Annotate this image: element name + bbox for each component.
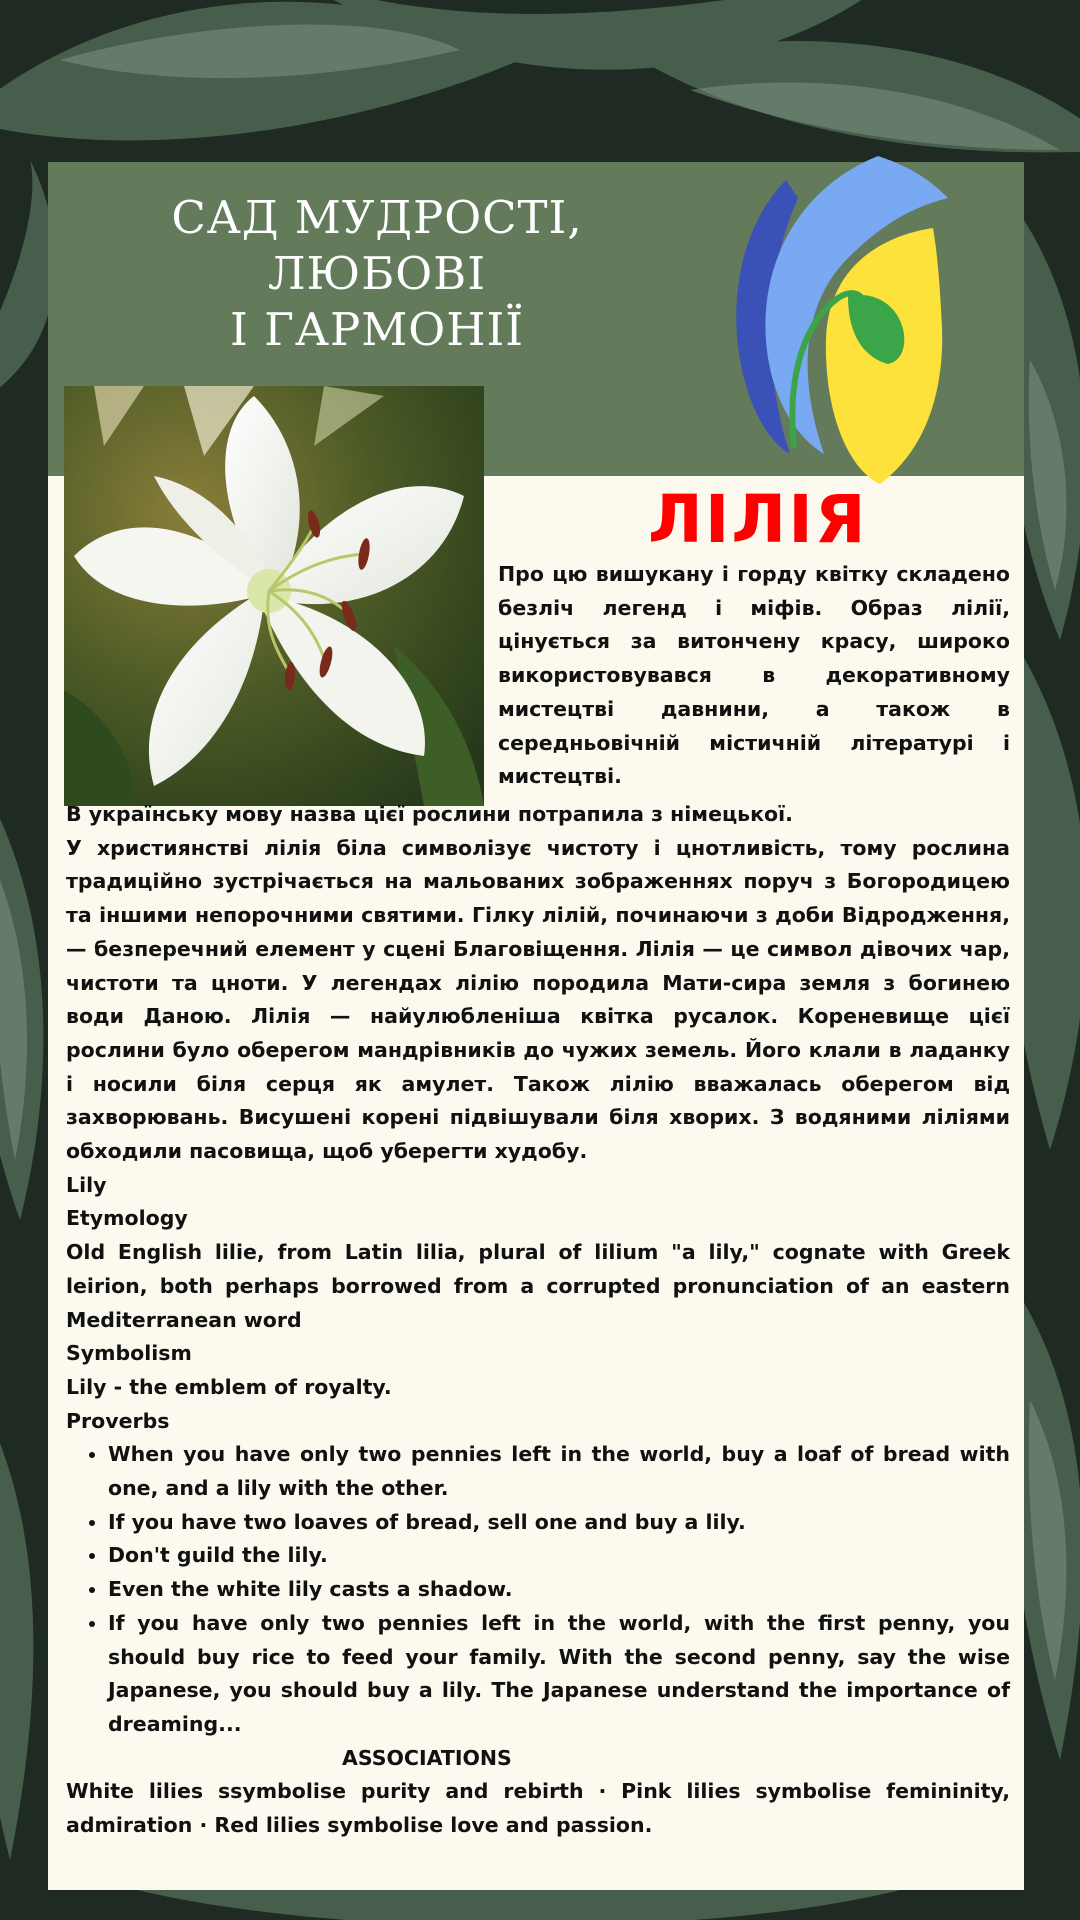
origin-sentence: В українську мову назва цієї рослини потрапила з німецької. bbox=[66, 802, 793, 826]
etymology-text: Old English lilie, from Latin lilia, plural of lilium "a lily," cognate with Greek leirion, both perhaps borrowed from a corrupted pronunciation of an eastern Mediterranean word bbox=[66, 1240, 1010, 1332]
symbolism-text: Lily - the emblem of royalty. bbox=[66, 1374, 392, 1399]
title-line: І ГАРМОНІЇ bbox=[230, 303, 524, 356]
title-line: САД МУДРОСТІ, bbox=[171, 191, 583, 244]
proverb-item: • Even the white lily casts a shadow. bbox=[108, 1573, 1010, 1607]
page-title bbox=[136, 190, 618, 358]
proverbs-heading: Proverbs bbox=[66, 1408, 170, 1433]
intro-paragraph: Про цю вишукану і горду квітку складено безліч легенд і міфів. Образ лілії, цінується за витончену красу, широко використовувався в декоративному мистецтві давнини, а також в середньовічній містичній літературі і мистецтві. bbox=[498, 562, 1010, 789]
proverb-item: • If you have only two pennies left in the world, with the first penny, you should buy rice to feed your family. With the second penny, say the wise Japanese, you should buy a lily. The Japanese understand the importance of dreaming... bbox=[108, 1607, 1010, 1742]
title-line: ЛЮБОВІ bbox=[267, 247, 487, 300]
etymology-heading: Etymology bbox=[66, 1206, 188, 1231]
garden-logo bbox=[728, 148, 948, 484]
proverb-item: • When you have only two pennies left in the world, buy a loaf of bread with one, and a lily with the other. bbox=[108, 1438, 1010, 1505]
proverb-item: • If you have two loaves of bread, sell one and buy a lily. bbox=[108, 1506, 1010, 1540]
article-body bbox=[66, 798, 1010, 1843]
english-word: Lily bbox=[66, 1172, 107, 1197]
symbolism-heading: Symbolism bbox=[66, 1341, 192, 1366]
associations-text: White lilies ssymbolise purity and rebirth · Pink lilies symbolise femininity, admiration · Red lilies symbolise love and passion. bbox=[66, 1779, 1010, 1838]
associations-heading: ASSOCIATIONS bbox=[342, 1745, 512, 1770]
proverbs-list bbox=[66, 1438, 1010, 1741]
lily-photo bbox=[64, 386, 484, 806]
proverb-item: • Don't guild the lily. bbox=[108, 1539, 1010, 1573]
ukrainian-paragraph: У християнстві лілія біла символізує чистоту і цнотливість, тому рослина традиційно зустрічається на мальованих зображеннях поруч з Богородицею та іншими непорочними святими. Гілку лілій, починаючи з доби Відродження, — безперечний елемент у сцені Благовіщення. Лілія — це символ дівочих чар, чистоти та цноти. У легендах лілію породила Мати-сира земля з богинею води Даною. Лілія — найулюбленіша квітка русалок. Кореневище цієї рослини було оберегом мандрівників до чужих земель. Його клали в ладанку і носили біля серця як амулет. Також лілію вважалась оберегом від захворювань. Висушені корені підвішували біля хворих. З водяними ліліями обходили пасовища, щоб уберегти худобу. bbox=[66, 835, 1010, 1164]
flower-name-heading: ЛІЛІЯ bbox=[648, 481, 868, 558]
content-card bbox=[48, 162, 1024, 1890]
